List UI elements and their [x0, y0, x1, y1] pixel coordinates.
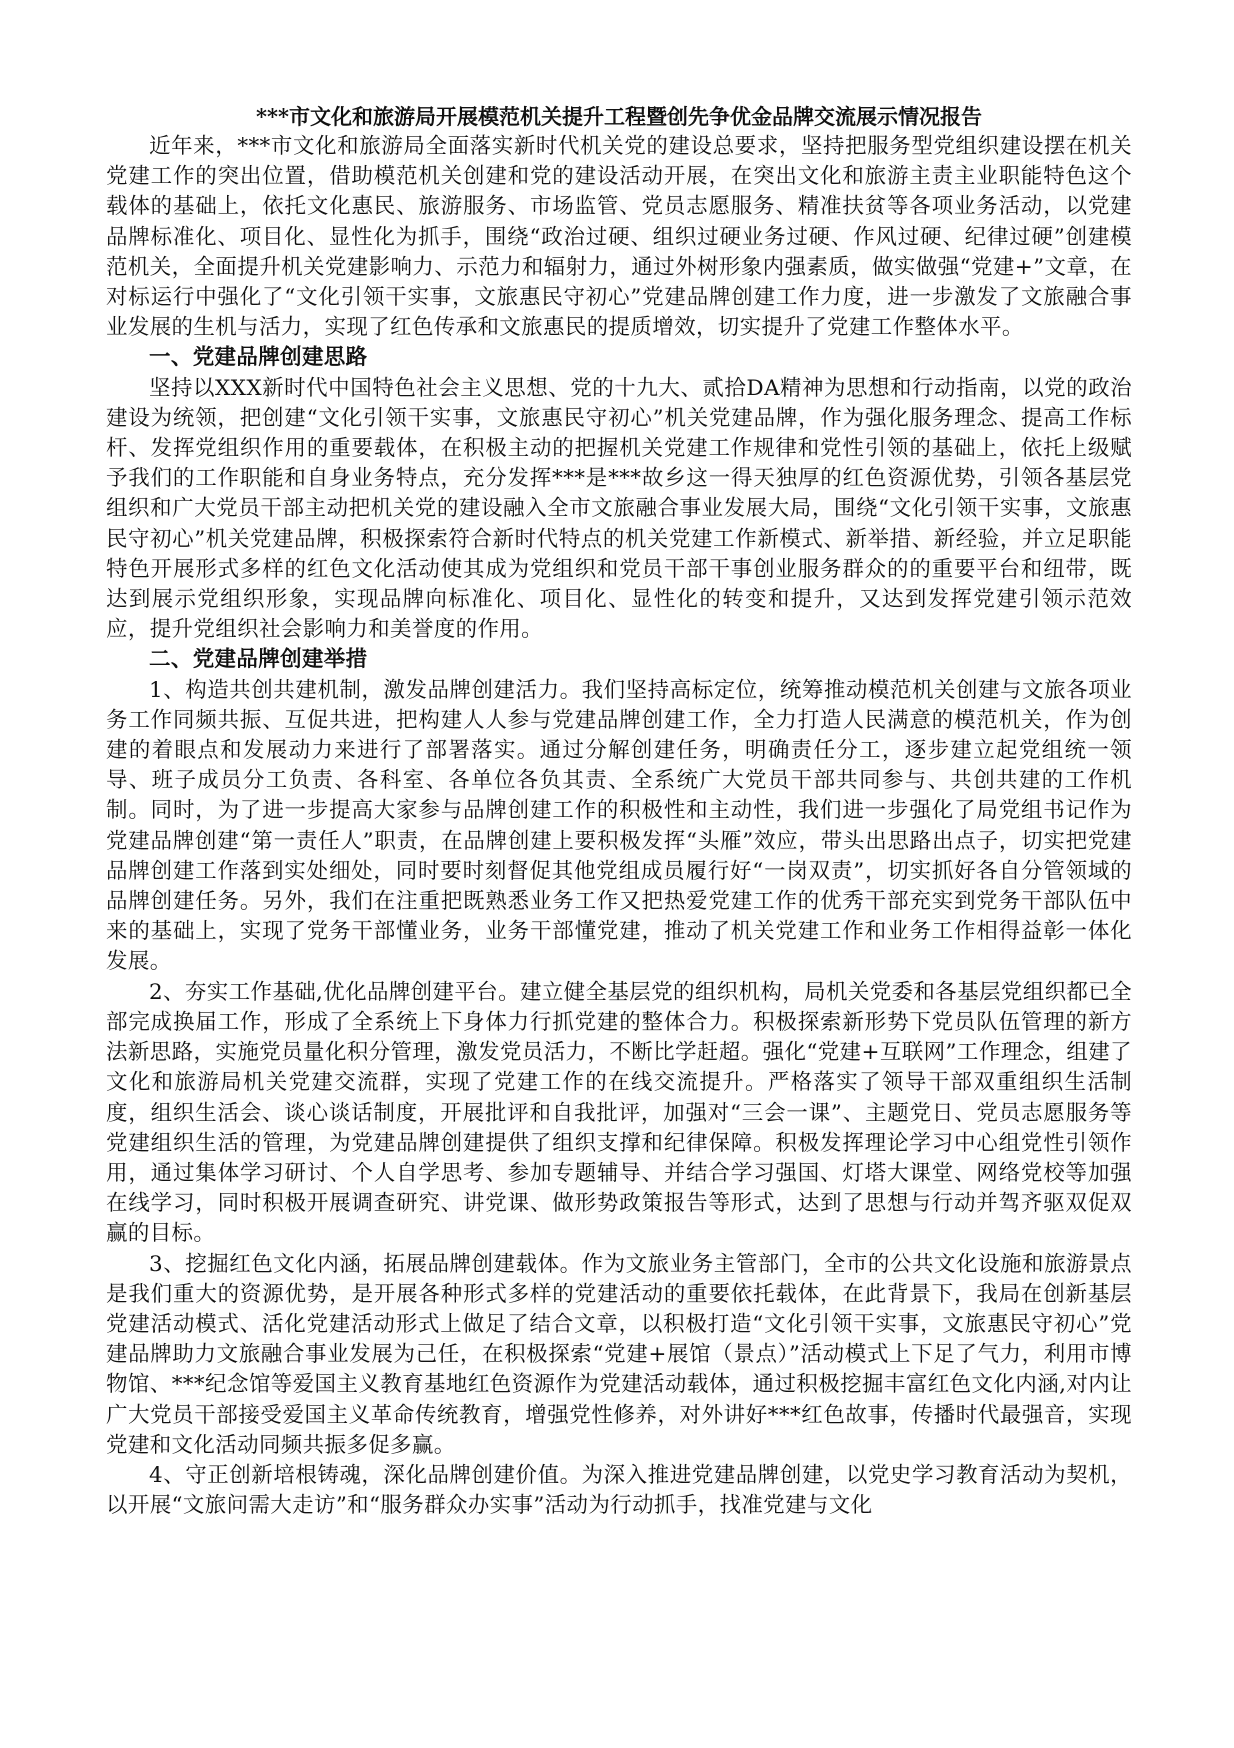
measure-paragraph-1: 1、构造共创共建机制，激发品牌创建活力。我们坚持高标定位，统筹推动模范机关创建与文旅各项业务工作同频共振、互促共进，把构建人人参与党建品牌创建工作，全力打造人民满意的模范机关，作为创建的着眼点和发展动力来进行了部署落实。通过分解创建任务，明确责任分工，逐步建立起党组统一领导、班子成员分工负责、各科室、各单位各负其责、全系统广大党员干部共同参与、共创共建的工作机制。同时，为了进一步提高大家参与品牌创建工作的积极性和主动性，我们进一步强化了局党组书记作为党建品牌创建“第一责任人”职责，在品牌创建上要积极发挥“头雁”效应，带头出思路出点子，切实把党建品牌创建工作落到实处细处，同时要时刻督促其他党组成员履行好“一岗双责”，切实抓好各自分管领域的品牌创建任务。另外，我们在注重把既熟悉业务工作又把热爱党建工作的优秀干部充实到党务干部队伍中来的基础上，实现了党务干部懂业务，业务干部懂党建，推动了机关党建工作和业务工作相得益彰一体化发展。 [106, 677, 1132, 975]
measure-paragraph-2: 2、夯实工作基础,优化品牌创建平台。建立健全基层党的组织机构，局机关党委和各基层党组织都已全部完成换届工作，形成了全系统上下身体力行抓党建的整体合力。积极探索新形势下党员队伍管理的新方法新思路，实施党员量化积分管理，激发党员活力，不断比学赶超。强化“党建+互联网”工作理念，组建了文化和旅游局机关党建交流群，实现了党建工作的在线交流提升。严格落实了领导干部双重组织生活制度，组织生活会、谈心谈话制度，开展批评和自我批评，加强对“三会一课”、主题党日、党员志愿服务等党建组织生活的管理，为党建品牌创建提供了组织支撑和纪律保障。积极发挥理论学习中心组党性引领作用，通过集体学习研讨、个人自学思考、参加专题辅导、并结合学习强国、灯塔大课堂、网络党校等加强在线学习，同时积极开展调查研究、讲党课、做形势政策报告等形式，达到了思想与行动并驾齐驱双促双赢的目标。 [106, 979, 1132, 1247]
measure-paragraph-4: 4、守正创新培根铸魂，深化品牌创建价值。为深入推进党建品牌创建，以党史学习教育活动为契机，以开展“文旅问需大走访”和“服务群众办实事”活动为行动抓手，找准党建与文化 [106, 1462, 1132, 1519]
section-2-heading: 二、党建品牌创建举措 [149, 647, 368, 673]
section-1-paragraph: 坚持以XXX新时代中国特色社会主义思想、党的十九大、贰拾DA精神为思想和行动指南，以党的政治建设为统领，把创建“文化引领干实事，文旅惠民守初心”机关党建品牌，作为强化服务理念、提高工作标杆、发挥党组织作用的重要载体，在积极主动的把握机关党建工作规律和党性引领的基础上，依托上级赋予我们的工作职能和自身业务特点，充分发挥***是***故乡这一得天独厚的红色资源优势，引领各基层党组织和广大党员干部主动把机关党的建设融入全市文旅融合事业发展大局，围绕“文化引领干实事，文旅惠民守初心”机关党建品牌，积极探索符合新时代特点的机关党建工作新模式、新举措、新经验，并立足职能特色开展形式多样的红色文化活动使其成为党组织和党员干部干事创业服务群众的的重要平台和纽带，既达到展示党组织形象，实现品牌向标准化、项目化、显性化的转变和提升，又达到发挥党建引领示范效应，提升党组织社会影响力和美誉度的作用。 [106, 375, 1132, 643]
intro-paragraph: 近年来，***市文化和旅游局全面落实新时代机关党的建设总要求，坚持把服务型党组织建设摆在机关党建工作的突出位置，借助模范机关创建和党的建设活动开展，在突出文化和旅游主责主业职能特色这个载体的基础上，依托文化惠民、旅游服务、市场监管、党员志愿服务、精准扶贫等各项业务活动，以党建品牌标准化、项目化、显性化为抓手，围绕“政治过硬、组织过硬业务过硬、作风过硬、纪律过硬”创建模范机关，全面提升机关党建影响力、示范力和辐射力，通过外树形象内强素质，做实做强“党建+”文章，在对标运行中强化了“文化引领干实事，文旅惠民守初心”党建品牌创建工作力度，进一步激发了文旅融合事业发展的生机与活力，实现了红色传承和文旅惠民的提质增效，切实提升了党建工作整体水平。 [106, 134, 1132, 341]
measure-paragraph-3: 3、挖掘红色文化内涵，拓展品牌创建载体。作为文旅业务主管部门，全市的公共文化设施和旅游景点是我们重大的资源优势，是开展各种形式多样的党建活动的重要依托载体，在此背景下，我局在创新基层党建活动模式、活化党建活动形式上做足了结合文章，以积极打造“文化引领干实事，文旅惠民守初心”党建品牌助力文旅融合事业发展为己任，在积极探索“党建+展馆（景点）”活动模式上下足了气力，利用市博物馆、***纪念馆等爱国主义教育基地红色资源作为党建活动载体，通过积极挖掘丰富红色文化内涵,对内让广大党员干部接受爱国主义革命传统教育，增强党性修养，对外讲好***红色故事，传播时代最强音，实现党建和文化活动同频共振多促多赢。 [106, 1251, 1132, 1458]
document-title: ***市文化和旅游局开展模范机关提升工程暨创先争优金品牌交流展示情况报告 [256, 104, 982, 129]
section-1-heading: 一、党建品牌创建思路 [149, 345, 368, 371]
